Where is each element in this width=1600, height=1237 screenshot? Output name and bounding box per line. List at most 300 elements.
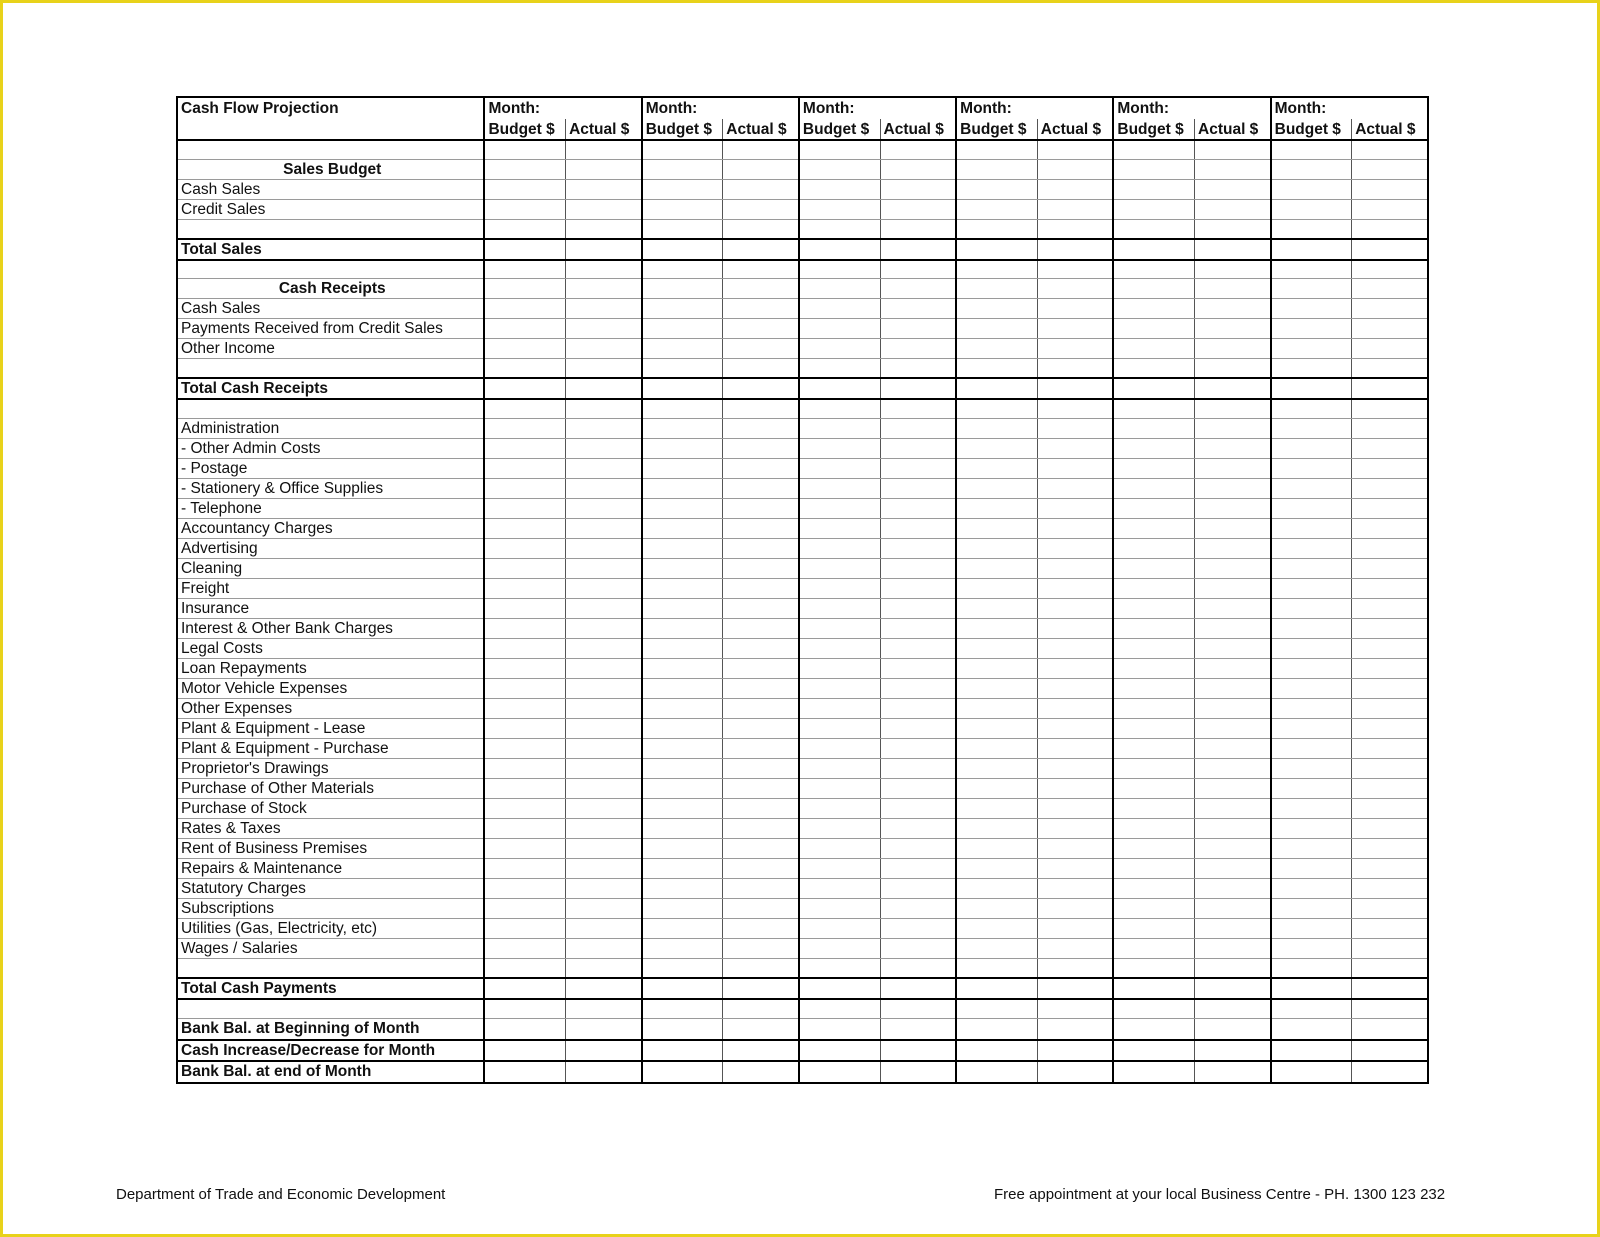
actual-cell <box>1352 159 1428 179</box>
budget-cell <box>799 299 880 319</box>
row-label: Payments Received from Credit Sales <box>177 319 484 339</box>
actual-cell <box>1037 618 1113 638</box>
actual-cell <box>880 798 956 818</box>
budget-cell <box>799 838 880 858</box>
actual-cell <box>566 478 642 498</box>
budget-cell <box>956 438 1037 458</box>
budget-cell <box>642 498 723 518</box>
budget-cell <box>1271 938 1352 958</box>
budget-cell <box>1271 378 1352 399</box>
actual-cell <box>1037 518 1113 538</box>
budget-cell <box>642 758 723 778</box>
budget-cell <box>956 578 1037 598</box>
actual-cell <box>1352 299 1428 319</box>
actual-cell <box>723 498 799 518</box>
actual-cell <box>1195 798 1271 818</box>
budget-cell <box>1113 339 1194 359</box>
row-label: Rates & Taxes <box>177 818 484 838</box>
table-title: Cash Flow Projection <box>177 97 484 119</box>
actual-cell <box>1352 179 1428 199</box>
table-row <box>177 838 1428 858</box>
row-label: Loan Repayments <box>177 658 484 678</box>
budget-cell <box>1113 319 1194 339</box>
actual-cell <box>723 199 799 219</box>
budget-cell <box>642 319 723 339</box>
budget-cell <box>1271 918 1352 938</box>
budget-cell <box>1271 898 1352 918</box>
budget-cell <box>484 558 565 578</box>
budget-cell <box>1113 359 1194 378</box>
budget-cell <box>1271 838 1352 858</box>
budget-cell <box>1113 260 1194 279</box>
actual-cell <box>1352 199 1428 219</box>
actual-cell <box>880 638 956 658</box>
row-label: - Telephone <box>177 498 484 518</box>
actual-cell <box>566 239 642 260</box>
budget-cell <box>1271 618 1352 638</box>
actual-cell <box>1352 658 1428 678</box>
actual-cell <box>880 538 956 558</box>
actual-cell <box>723 399 799 418</box>
budget-cell <box>1271 1040 1352 1062</box>
actual-cell <box>723 818 799 838</box>
actual-cell <box>566 339 642 359</box>
actual-cell <box>723 758 799 778</box>
actual-cell <box>1037 279 1113 299</box>
budget-cell <box>1113 418 1194 438</box>
budget-cell <box>1271 339 1352 359</box>
budget-cell <box>1271 359 1352 378</box>
actual-cell <box>566 558 642 578</box>
budget-cell <box>1113 698 1194 718</box>
budget-cell <box>484 618 565 638</box>
table-row <box>177 618 1428 638</box>
actual-cell <box>566 598 642 618</box>
table-row <box>177 978 1428 999</box>
budget-cell <box>1113 718 1194 738</box>
month-header: Month: <box>956 97 1113 119</box>
budget-cell <box>799 239 880 260</box>
budget-cell <box>642 239 723 260</box>
row-label: Purchase of Other Materials <box>177 778 484 798</box>
budget-cell <box>956 558 1037 578</box>
budget-cell <box>799 1061 880 1083</box>
actual-cell <box>880 858 956 878</box>
budget-cell <box>799 878 880 898</box>
budget-cell <box>642 978 723 999</box>
table-row <box>177 359 1428 378</box>
budget-cell <box>1113 1018 1194 1040</box>
budget-cell <box>642 140 723 159</box>
actual-cell <box>1352 618 1428 638</box>
cash-flow-table <box>176 96 1429 1084</box>
table-row <box>177 898 1428 918</box>
budget-cell <box>484 838 565 858</box>
budget-cell <box>799 718 880 738</box>
actual-cell <box>880 978 956 999</box>
actual-cell <box>1195 999 1271 1018</box>
actual-cell <box>1037 738 1113 758</box>
actual-cell <box>566 638 642 658</box>
actual-cell <box>1037 1061 1113 1083</box>
actual-cell <box>723 239 799 260</box>
actual-cell <box>723 378 799 399</box>
row-label: Subscriptions <box>177 898 484 918</box>
budget-cell <box>484 518 565 538</box>
budget-cell <box>1113 818 1194 838</box>
actual-cell <box>1195 618 1271 638</box>
table-row <box>177 858 1428 878</box>
budget-cell <box>799 798 880 818</box>
table-row <box>177 299 1428 319</box>
budget-cell <box>799 958 880 977</box>
row-label: - Stationery & Office Supplies <box>177 478 484 498</box>
actual-cell <box>566 718 642 738</box>
actual-cell <box>1195 578 1271 598</box>
budget-cell <box>799 378 880 399</box>
actual-cell <box>1037 818 1113 838</box>
row-label: - Other Admin Costs <box>177 438 484 458</box>
row-label: Motor Vehicle Expenses <box>177 678 484 698</box>
actual-cell <box>880 219 956 238</box>
actual-cell <box>723 1061 799 1083</box>
budget-cell <box>956 718 1037 738</box>
actual-cell <box>880 478 956 498</box>
budget-cell <box>956 498 1037 518</box>
actual-cell <box>880 1018 956 1040</box>
row-label: Cash Sales <box>177 299 484 319</box>
budget-cell <box>484 658 565 678</box>
row-label: Total Cash Payments <box>177 978 484 999</box>
actual-cell <box>1195 858 1271 878</box>
budget-cell <box>1271 958 1352 977</box>
actual-cell <box>1037 778 1113 798</box>
budget-cell <box>799 658 880 678</box>
budget-cell <box>1271 219 1352 238</box>
actual-cell <box>1037 838 1113 858</box>
actual-cell <box>880 498 956 518</box>
budget-cell <box>799 858 880 878</box>
table-row <box>177 219 1428 238</box>
actual-cell <box>566 1061 642 1083</box>
actual-cell <box>880 778 956 798</box>
footer-contact: Free appointment at your local Business Centre - PH. 1300 123 232 <box>994 1186 1446 1203</box>
actual-cell <box>1195 219 1271 238</box>
row-label: Proprietor's Drawings <box>177 758 484 778</box>
actual-cell <box>1195 558 1271 578</box>
budget-cell <box>799 339 880 359</box>
actual-cell <box>723 638 799 658</box>
budget-cell <box>956 299 1037 319</box>
actual-cell <box>880 878 956 898</box>
actual-cell <box>723 558 799 578</box>
table-row <box>177 718 1428 738</box>
actual-cell <box>1195 458 1271 478</box>
budget-cell <box>642 718 723 738</box>
actual-cell <box>1352 339 1428 359</box>
actual-cell <box>723 179 799 199</box>
budget-cell <box>484 918 565 938</box>
actual-cell <box>1037 598 1113 618</box>
actual-cell <box>1037 638 1113 658</box>
actual-cell <box>1037 798 1113 818</box>
actual-cell <box>1037 698 1113 718</box>
actual-cell <box>1037 758 1113 778</box>
budget-cell <box>799 938 880 958</box>
actual-cell <box>1352 958 1428 977</box>
budget-cell <box>799 498 880 518</box>
budget-cell <box>642 558 723 578</box>
actual-cell <box>1352 538 1428 558</box>
actual-cell <box>1352 978 1428 999</box>
actual-cell <box>1195 818 1271 838</box>
budget-cell <box>799 478 880 498</box>
actual-cell <box>1352 279 1428 299</box>
budget-cell <box>1271 718 1352 738</box>
budget-cell <box>1113 918 1194 938</box>
row-label: Legal Costs <box>177 638 484 658</box>
row-label <box>177 140 484 159</box>
budget-cell <box>484 1061 565 1083</box>
actual-cell <box>1195 678 1271 698</box>
budget-cell <box>1271 538 1352 558</box>
budget-cell <box>484 359 565 378</box>
budget-cell <box>799 199 880 219</box>
budget-cell <box>484 498 565 518</box>
actual-cell <box>1195 159 1271 179</box>
actual-cell <box>1195 978 1271 999</box>
actual-cell <box>566 898 642 918</box>
row-label: Cleaning <box>177 558 484 578</box>
budget-cell <box>1113 678 1194 698</box>
budget-cell <box>1271 438 1352 458</box>
row-label: Bank Bal. at end of Month <box>177 1061 484 1083</box>
budget-header: Budget $ <box>956 119 1037 140</box>
budget-cell <box>642 618 723 638</box>
budget-cell <box>956 898 1037 918</box>
budget-cell <box>642 179 723 199</box>
actual-cell <box>566 818 642 838</box>
budget-cell <box>956 1018 1037 1040</box>
table-row <box>177 179 1428 199</box>
actual-cell <box>723 898 799 918</box>
actual-cell <box>1037 438 1113 458</box>
budget-cell <box>642 1061 723 1083</box>
budget-cell <box>1271 658 1352 678</box>
month-header: Month: <box>1271 97 1428 119</box>
budget-cell <box>1113 598 1194 618</box>
actual-cell <box>566 658 642 678</box>
actual-cell <box>1352 798 1428 818</box>
actual-cell <box>1037 339 1113 359</box>
budget-cell <box>799 898 880 918</box>
actual-cell <box>880 199 956 219</box>
actual-cell <box>1352 1018 1428 1040</box>
table-row <box>177 140 1428 159</box>
actual-cell <box>1037 199 1113 219</box>
actual-cell <box>1352 818 1428 838</box>
actual-cell <box>880 658 956 678</box>
actual-cell <box>1352 518 1428 538</box>
row-label <box>177 219 484 238</box>
budget-cell <box>1271 299 1352 319</box>
budget-cell <box>1113 578 1194 598</box>
actual-cell <box>723 918 799 938</box>
budget-cell <box>484 219 565 238</box>
actual-cell <box>1037 478 1113 498</box>
budget-cell <box>642 999 723 1018</box>
actual-cell <box>723 798 799 818</box>
actual-cell <box>880 1061 956 1083</box>
actual-cell <box>880 678 956 698</box>
row-label: Insurance <box>177 598 484 618</box>
actual-cell <box>1037 999 1113 1018</box>
budget-cell <box>956 538 1037 558</box>
actual-cell <box>1195 658 1271 678</box>
actual-cell <box>1352 239 1428 260</box>
actual-cell <box>1352 918 1428 938</box>
actual-cell <box>880 438 956 458</box>
budget-cell <box>956 478 1037 498</box>
actual-cell <box>1195 179 1271 199</box>
actual-header: Actual $ <box>1037 119 1113 140</box>
budget-cell <box>956 1061 1037 1083</box>
budget-cell <box>1271 818 1352 838</box>
actual-cell <box>566 698 642 718</box>
budget-cell <box>1113 938 1194 958</box>
row-label: Other Expenses <box>177 698 484 718</box>
budget-cell <box>484 578 565 598</box>
actual-cell <box>723 418 799 438</box>
actual-cell <box>1037 678 1113 698</box>
budget-cell <box>484 1040 565 1062</box>
budget-cell <box>1271 558 1352 578</box>
budget-header: Budget $ <box>1113 119 1194 140</box>
table-row <box>177 418 1428 438</box>
budget-cell <box>1113 179 1194 199</box>
budget-cell <box>484 399 565 418</box>
budget-cell <box>1113 199 1194 219</box>
actual-cell <box>1195 518 1271 538</box>
budget-cell <box>799 418 880 438</box>
budget-cell <box>642 458 723 478</box>
budget-cell <box>642 898 723 918</box>
budget-cell <box>1113 140 1194 159</box>
row-label: Plant & Equipment - Lease <box>177 718 484 738</box>
actual-cell <box>723 319 799 339</box>
actual-cell <box>880 418 956 438</box>
budget-cell <box>956 319 1037 339</box>
actual-cell <box>880 758 956 778</box>
actual-cell <box>1352 778 1428 798</box>
budget-cell <box>1113 538 1194 558</box>
budget-cell <box>956 658 1037 678</box>
budget-cell <box>642 299 723 319</box>
row-label: Administration <box>177 418 484 438</box>
actual-cell <box>1037 978 1113 999</box>
budget-cell <box>484 260 565 279</box>
budget-cell <box>799 558 880 578</box>
table-row <box>177 738 1428 758</box>
table-row <box>177 378 1428 399</box>
budget-cell <box>642 818 723 838</box>
budget-cell <box>799 638 880 658</box>
actual-cell <box>880 938 956 958</box>
actual-cell <box>566 978 642 999</box>
budget-cell <box>1113 798 1194 818</box>
budget-cell <box>799 1040 880 1062</box>
budget-cell <box>484 638 565 658</box>
actual-cell <box>723 718 799 738</box>
actual-cell <box>880 818 956 838</box>
budget-cell <box>642 478 723 498</box>
budget-header: Budget $ <box>799 119 880 140</box>
actual-cell <box>566 778 642 798</box>
budget-cell <box>799 818 880 838</box>
actual-cell <box>566 678 642 698</box>
actual-cell <box>723 260 799 279</box>
actual-cell <box>1352 678 1428 698</box>
budget-cell <box>484 1018 565 1040</box>
budget-cell <box>1271 798 1352 818</box>
budget-cell <box>484 798 565 818</box>
budget-cell <box>799 678 880 698</box>
budget-cell <box>1113 458 1194 478</box>
row-label: Interest & Other Bank Charges <box>177 618 484 638</box>
budget-cell <box>484 279 565 299</box>
actual-cell <box>566 279 642 299</box>
row-label <box>177 999 484 1018</box>
budget-cell <box>1271 518 1352 538</box>
budget-cell <box>799 538 880 558</box>
actual-cell <box>1352 478 1428 498</box>
actual-cell <box>723 299 799 319</box>
actual-cell <box>880 618 956 638</box>
actual-cell <box>566 299 642 319</box>
actual-cell <box>880 159 956 179</box>
budget-cell <box>1271 578 1352 598</box>
actual-cell <box>723 938 799 958</box>
table-row <box>177 339 1428 359</box>
actual-cell <box>723 339 799 359</box>
budget-header: Budget $ <box>1271 119 1352 140</box>
table-row <box>177 260 1428 279</box>
budget-cell <box>484 299 565 319</box>
actual-cell <box>880 558 956 578</box>
budget-cell <box>956 359 1037 378</box>
actual-cell <box>566 140 642 159</box>
budget-cell <box>956 638 1037 658</box>
row-label: Other Income <box>177 339 484 359</box>
actual-cell <box>880 1040 956 1062</box>
actual-cell <box>723 538 799 558</box>
table-row <box>177 1061 1428 1083</box>
budget-cell <box>642 339 723 359</box>
budget-cell <box>642 399 723 418</box>
row-label: Cash Receipts <box>177 279 484 299</box>
table-row <box>177 1040 1428 1062</box>
budget-cell <box>1271 159 1352 179</box>
budget-cell <box>484 999 565 1018</box>
budget-cell <box>1271 878 1352 898</box>
budget-cell <box>642 279 723 299</box>
actual-cell <box>566 858 642 878</box>
budget-cell <box>1271 478 1352 498</box>
actual-cell <box>723 978 799 999</box>
actual-cell <box>566 458 642 478</box>
budget-cell <box>642 359 723 378</box>
budget-cell <box>799 438 880 458</box>
